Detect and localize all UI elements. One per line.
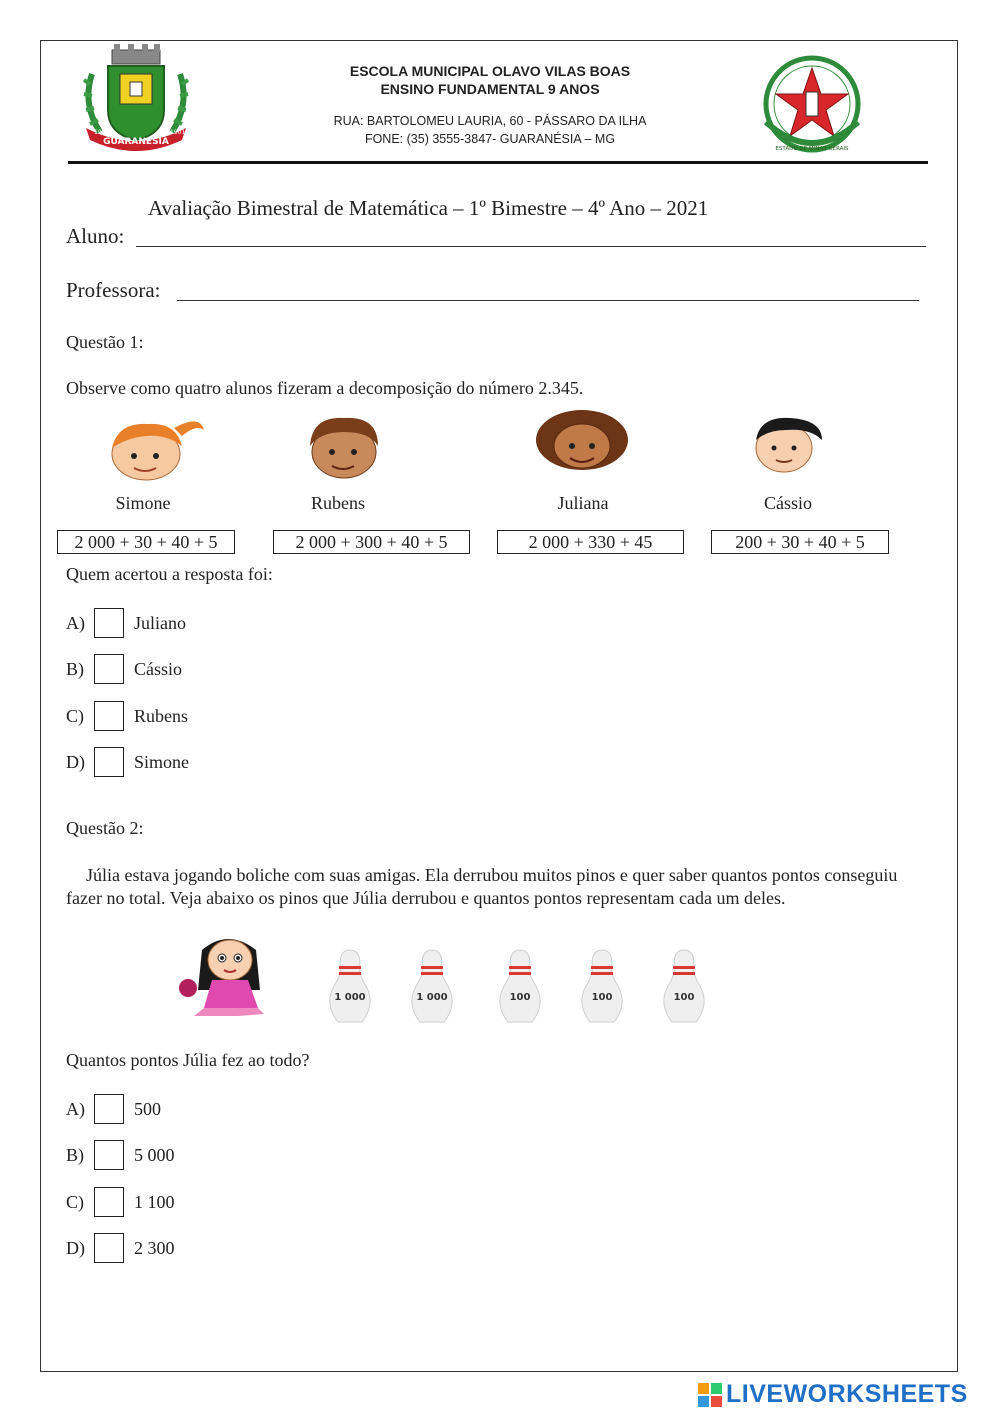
svg-text:1 000: 1 000	[416, 992, 448, 1003]
school-header	[290, 62, 690, 148]
q2-option-b-checkbox[interactable]	[94, 1140, 124, 1170]
julia-bowling-illustration	[168, 930, 294, 1020]
simone-face-illustration	[104, 412, 208, 484]
q2-option-b	[66, 1139, 175, 1171]
q1-option-c	[66, 700, 188, 732]
option-text: Simone	[134, 751, 190, 772]
option-text: Rubens	[134, 705, 188, 726]
q1-option-b	[66, 653, 182, 685]
svg-text:100: 100	[591, 992, 613, 1003]
q2-option-c	[66, 1186, 175, 1218]
answer-box-juliana: 2 000 + 330 + 45	[497, 530, 684, 554]
city-crest-logo	[78, 44, 194, 156]
q1-question: Quem acertou a resposta foi:	[66, 564, 273, 584]
liveworksheets-watermark	[698, 1380, 968, 1409]
option-letter: A)	[66, 612, 85, 633]
option-text: 5 000	[134, 1144, 175, 1165]
school-phone: FONE: (35) 3555-3847- GUARANÉSIA – MG	[364, 132, 616, 146]
liveworksheets-logo-icon	[698, 1383, 722, 1407]
school-address: RUA: BARTOLOMEU LAURIA, 60 - PÁSSARO DA ILHA	[333, 114, 647, 128]
svg-text:1901: 1901	[170, 129, 186, 136]
bowling-pin-2	[412, 950, 452, 1022]
teacher-name-line[interactable]	[177, 300, 919, 301]
option-text: 1 100	[134, 1191, 175, 1212]
svg-text:ESTADO DE MINAS GERAIS: ESTADO DE MINAS GERAIS	[775, 146, 849, 152]
q1-prompt: Observe como quatro alunos fizeram a decomposição do número 2.345.	[66, 378, 584, 398]
option-letter: C)	[66, 1191, 84, 1212]
option-text: Juliano	[134, 612, 186, 633]
q2-option-a-checkbox[interactable]	[94, 1094, 124, 1124]
student-name-juliana: Juliana	[557, 493, 609, 513]
exam-title: Avaliação Bimestral de Matemática – 1º Bimestre – 4º Ano – 2021	[148, 196, 709, 220]
q1-option-d-checkbox[interactable]	[94, 747, 124, 777]
header-divider	[68, 161, 928, 164]
answer-box-cassio: 200 + 30 + 40 + 5	[711, 530, 889, 554]
q1-option-a	[66, 607, 186, 639]
svg-text:100: 100	[509, 992, 531, 1003]
student-name-line[interactable]	[136, 246, 926, 247]
student-name-rubens: Rubens	[311, 493, 365, 513]
bowling-pin-3	[500, 950, 540, 1022]
q1-option-d	[66, 746, 189, 778]
q2-question: Quantos pontos Júlia fez ao todo?	[66, 1050, 310, 1070]
q2-heading: Questão 2:	[66, 818, 144, 838]
bowling-pins-row	[318, 946, 718, 1026]
q2-prompt: Júlia estava jogando boliche com suas amigas. Ela derrubou muitos pinos e quer saber quantos pontos conseguiu fazer no total. Veja abaixo os pinos que Júlia derrubou e quantos pontos representam cada um deles.	[66, 865, 898, 908]
q2-option-c-checkbox[interactable]	[94, 1187, 124, 1217]
student-label: Aluno:	[66, 224, 125, 248]
q1-option-b-checkbox[interactable]	[94, 654, 124, 684]
option-letter: C)	[66, 705, 84, 726]
option-letter: B)	[66, 1144, 84, 1165]
option-letter: D)	[66, 751, 85, 772]
q2-option-a	[66, 1093, 161, 1125]
q1-heading: Questão 1:	[66, 332, 144, 352]
svg-text:1 000: 1 000	[334, 992, 366, 1003]
q1-option-a-checkbox[interactable]	[94, 608, 124, 638]
option-text: 2 300	[134, 1237, 175, 1258]
school-name: ESCOLA MUNICIPAL OLAVO VILAS BOAS	[349, 63, 631, 79]
q2-option-d	[66, 1232, 175, 1264]
svg-text:GUARANESIA: GUARANESIA	[103, 137, 169, 147]
bowling-pin-1	[330, 950, 370, 1022]
svg-text:1911: 1911	[94, 129, 110, 136]
school-level: ENSINO FUNDAMENTAL 9 ANOS	[380, 81, 600, 97]
svg-text:100: 100	[673, 992, 695, 1003]
student-name-simone: Simone	[115, 493, 171, 513]
liveworksheets-text: LIVEWORKSHEETS	[726, 1380, 968, 1408]
answer-box-simone: 2 000 + 30 + 40 + 5	[57, 530, 235, 554]
state-seal-logo	[752, 52, 872, 158]
option-text: Cássio	[134, 658, 183, 679]
rubens-face-illustration	[304, 412, 384, 482]
q2-option-d-checkbox[interactable]	[94, 1233, 124, 1263]
answer-box-rubens: 2 000 + 300 + 40 + 5	[273, 530, 470, 554]
q1-option-c-checkbox[interactable]	[94, 701, 124, 731]
option-text: 500	[134, 1098, 161, 1119]
bowling-pin-4	[582, 950, 622, 1022]
option-letter: B)	[66, 658, 84, 679]
student-name-cassio: Cássio	[763, 493, 812, 513]
option-letter: A)	[66, 1098, 85, 1119]
cassio-face-illustration	[750, 414, 826, 474]
bowling-pin-5	[664, 950, 704, 1022]
juliana-face-illustration	[534, 408, 630, 472]
option-letter: D)	[66, 1237, 85, 1258]
teacher-label: Professora:	[66, 278, 161, 302]
